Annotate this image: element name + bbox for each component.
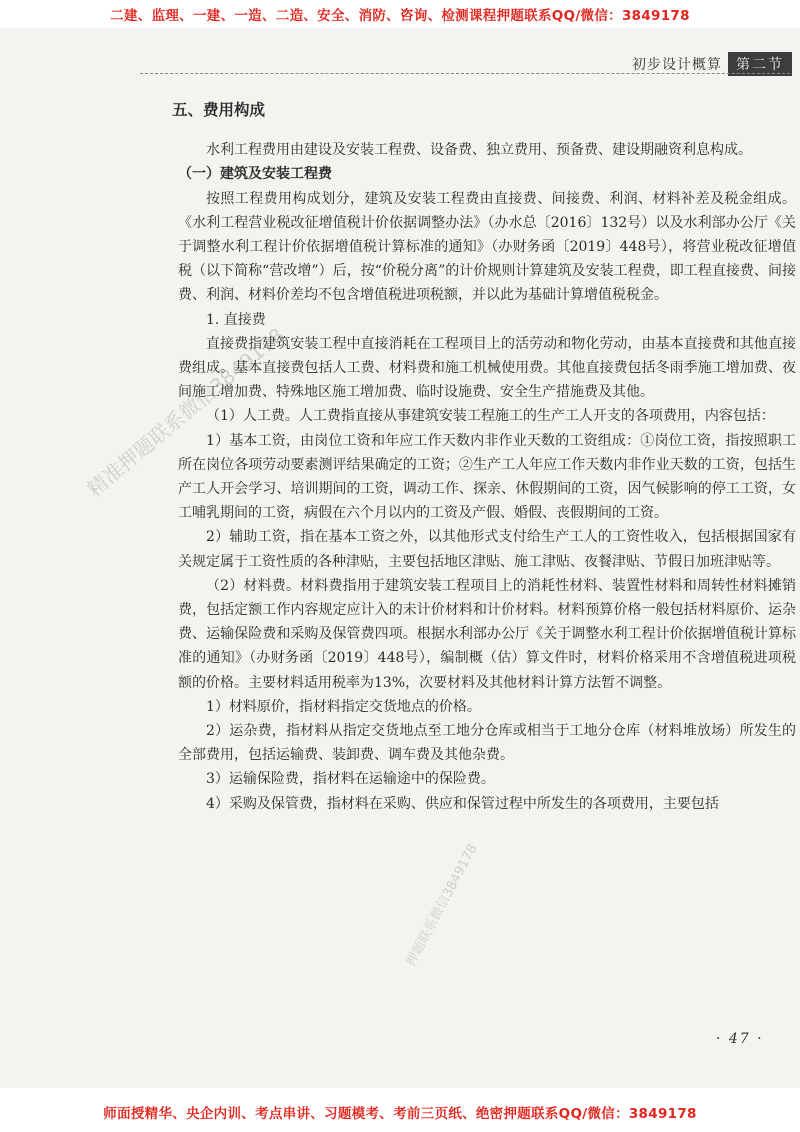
basic-wage-paragraph: 1）基本工资，由岗位工资和年应工作天数内非作业天数的工资组成：①岗位工资，指按照职工所在岗位各项劳动要素测评结果确定的工资；②生产工人年应工作天数内非作业天数的工资，包括生产工人开会学习、培训期间的工资，调动工作、探亲、休假期间的工资，因气候影响的停工工资，女工哺乳期间的工资，病假在六个月以内的工资及产假、婚假、丧假期间的工资。 xyxy=(178,432,796,522)
header-chapter-title: 初步设计概算 xyxy=(632,57,722,73)
bottom-ad-banner: 师面授精华、央企内训、考点串讲、习题模考、考前三页纸、绝密押题联系QQ/微信：3849178 xyxy=(103,1106,697,1122)
transport-cost-item: 2）运杂费，指材料从指定交货地点至工地分仓库或相当于工地分仓库（材料堆放场）所发生的全部费用，包括运输费、装卸费、调车费及其他杂费。 xyxy=(178,723,796,764)
watermark-small: 押题联系微信3849178 xyxy=(403,841,481,969)
header-section-tag: 第二节 xyxy=(728,52,792,76)
intro-paragraph: 水利工程费用由建设及安装工程费、设备费、独立费用、预备费、建设期融资利息构成。 xyxy=(206,142,752,159)
header-divider xyxy=(140,73,790,74)
item-heading-direct-cost: 1. 直接费 xyxy=(206,311,266,328)
material-cost-paragraph: （2）材料费。材料费指用于建筑安装工程项目上的消耗性材料、装置性材料和周转性材料摊销费，包括定额工作内容规定应计入的未计价材料和计价材料。材料预算价格一般包括材料原价、运杂费、运输保险费和采购及保管费四项。根据水利部办公厅《关于调整水利工程计价依据增值税计算标准的通知》（办财务函〔2019〕448号），编制概（估）算文件时，材料价格采用不含增值税进项税额的价格。主要材料适用税率为13%，次要材料及其他材料计算方法暂不调整。 xyxy=(178,577,796,691)
transport-insurance-item: 3）运输保险费，指材料在运输途中的保险费。 xyxy=(206,771,495,788)
composition-paragraph: 按照工程费用构成划分，建筑及安装工程费由直接费、间接费、利润、材料补差及税金组成。《水利工程营业税改征增值税计价依据调整办法》（办水总〔2016〕132号）以及水利部办公厅《关于调整水利工程计价依据增值税计算标准的通知》（办财务函〔2019〕448号），将营业税改征增值税（以下简称“营改增”）后，按“价税分离”的计价规则计算建筑及安装工程费，即工程直接费、间接费、利润、材料价差均不包含增值税进项税额，并以此为基础计算增值税税金。 xyxy=(178,190,796,304)
labor-cost-paragraph: （1）人工费。人工费指直接从事建筑安装工程施工的生产工人开支的各项费用，内容包括： xyxy=(206,408,775,425)
top-ad-banner: 二建、监理、一建、一造、二造、安全、消防、咨询、检测课程押题联系QQ/微信：3849178 xyxy=(110,8,690,24)
procurement-storage-item: 4）采购及保管费，指材料在采购、供应和保管过程中所发生的各项费用，主要包括 xyxy=(206,795,719,812)
subsection-heading: （一）建筑及安装工程费 xyxy=(178,166,332,183)
page-body xyxy=(172,98,796,816)
page-number: · 47 · xyxy=(716,1031,764,1047)
watermark-diagonal: 精准押题联系微信3849178 xyxy=(82,322,289,502)
section-heading: 五、费用构成 xyxy=(172,101,266,119)
material-price-item: 1）材料原价，指材料指定交货地点的价格。 xyxy=(206,698,481,715)
auxiliary-wage-paragraph: 2）辅助工资，指在基本工资之外，以其他形式支付给生产工人的工资性收入，包括根据国家有关规定属于工资性质的各种津贴，主要包括地区津贴、施工津贴、夜餐津贴、节假日加班津贴等。 xyxy=(178,529,796,570)
direct-cost-paragraph: 直接费指建筑安装工程中直接消耗在工程项目上的活劳动和物化劳动，由基本直接费和其他直接费组成。基本直接费包括人工费、材料费和施工机械使用费。其他直接费包括冬雨季施工增加费、夜间施工增加费、特殊地区施工增加费、临时设施费、安全生产措施费及其他。 xyxy=(178,335,796,401)
